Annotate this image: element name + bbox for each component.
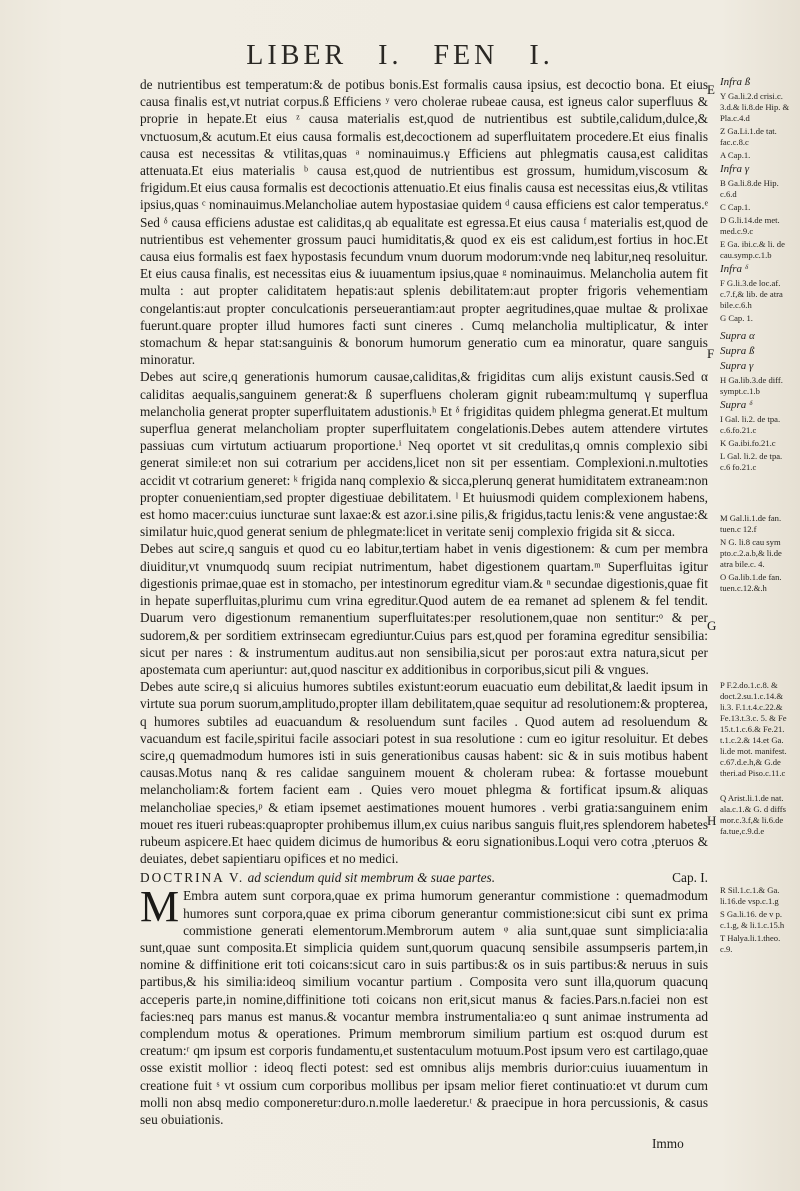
paragraph-3: Debes aut scire,q sanguis et quod cu eo labitur,tertiam habet in venis digestionem: & cum per membra diuiditur,vt vnumquodq suum recipiat nutrimentum, habet digestionem quartam.ᵐ Superfluitas igitur digestionis primae,quae est in stomacho, per intestinorum egreditur viam.& ⁿ secundae digestionis,quae fit in hepate superfluitas,plurimu cum vrina egreditur.Quod autem de ea remanet ad splenem & fel tendit. Duarum vero digestionum remanentium superfluitates:per resolutionem,quae non sentitur:ᵒ & per sudorem,& per sorditiem extrinsecam egrediuntur.Cuius pars est,quod per foramina egreditur sensibilia: sicut per nares : & instrumentum auditus.aut non sensibilia,sicut per poros:aut extra natura,sicut per apostemata cum aperiuntur: aut,quod nascitur ex additionibus in corporibus,sicut pili & vngues. <box>140 541 708 677</box>
margin-note: N G. li.8 cau sym pto.c.2.a.b,& li.de atra bile.c. 4. <box>720 537 782 569</box>
margin-note: F G.li.3.de loc.af. c.7.f,& lib. de atra bile.c.6.h <box>720 278 783 310</box>
margin-letter-e: E <box>707 82 715 97</box>
margin-note: D G.li.14.de met. med.c.9.c <box>720 215 780 236</box>
margin-note: Z Ga.Li.1.de tat. fac.c.8.c <box>720 126 777 147</box>
margin-note: G Cap. 1. <box>720 313 753 323</box>
catchword: Immo <box>652 1136 684 1151</box>
header-fen: FEN <box>433 40 499 71</box>
running-header <box>0 40 800 72</box>
doctrina-chapter: Cap. I. <box>672 870 708 886</box>
header-liber-number: I. <box>378 40 403 71</box>
margin-note: Supra ß <box>720 345 755 357</box>
margin-note: S Ga.li.16. de v p. c.1.g, & li.1.c.15.h <box>720 909 785 930</box>
margin-note: Q Arist.li.1.de nat. ala.c.1.& G. d diffs mor.c.3.f,& li.6.de fa.tue,c.9.d.e <box>720 793 786 836</box>
margin-notes <box>720 76 794 957</box>
margin-note: T Halya.li.1.theo. c.9. <box>720 933 781 954</box>
margin-note: H Ga.lib.3.de diff. sympt.c.1.b <box>720 375 783 396</box>
margin-note: P F.2.do.1.c.8. & doct.2.su.1.c.14.& li.3. F.1.t.4.c.22.& Fe.13.t.3.c. 5. & Fe 15.t.1.c.6.& Fe.21. t.1.c.2.& 14.et Ga. li.de mot. manifest. c.67.d.e.h,& G.de theri.ad Piso.c.11.c <box>720 680 787 778</box>
margin-note: K Ga.ibi.fo.21.c <box>720 438 776 448</box>
drop-capital: M <box>140 882 180 932</box>
header-fen-number: I. <box>529 40 554 71</box>
paragraph-5-text: Embra autem sunt corpora,quae ex prima humorum generantur commistione : quemadmodum humores sunt corpora,quae ex prima ciborum generantur commistione:sicut cibi sunt ex prima commistione generati elementorum.Membrorum autem ᵠ alia sunt,quae sunt simplicia:alia sunt,quae sunt composita.Et simplicia quidem sunt,quorum quacunq sensibile assumpseris partem,in nomine & diffinitione erit toti coicans:sicut caro in suis partibus:& os in suis partibus:& neruus in suis partibus,& his similia:ideoq similium vocantur partium . Composita vero sunt illa,quorum quacunq acceperis parte,in nomine,diffinitione toti coicans non erit,sicut manus & facies.Pars.n.faciei non est facies:neq pars manus est manus.& vocantur membra instrumentalia:eo q sunt animae instrumenta ad complendum motus & operationes. Primum membrorum similium partium est os:quod durum est creatum:ʳ qm ipsum est corporis fundamentu,et sustentaculum motuum.Post ipsum vero est cartilago,quae osse existit mollior : ideoq flecti potest: sed est omnibus alijs membris durior:cuius iuuamentum in creatione fuit ˢ vt ossium cum corporibus mollibus per ipsam melior fieret continuatio:et vt durum cum molli non absq medio componeretur:duro.n.molle laederetur.ᵗ & praecipue in hora percussionis, & casus seu obuiationis. <box>140 888 708 1127</box>
paragraph-5 <box>140 882 708 1128</box>
margin-note: B Ga.li.8.de Hip. c.6.d <box>720 178 779 199</box>
margin-note: Infra γ <box>720 163 750 175</box>
margin-note: Supra γ <box>720 360 754 372</box>
paragraph-1: de nutrientibus est temperatum:& de potibus bonis.Est formalis causa ipsius, est decoctio bona. Et eius causa finalis est,vt nutriat corpus.ß Efficiens ʸ vero cholerae rubeae causa, est igneus calor superfluus & proprie in hepate.Et eius ᶻ causa materialis est,quod de nutrientibus est subtile,calidum,dulce,& vnctuosum,& acutum.Et eius causa formalis est,decoctionem ad superfluitatem procedere.Et eius finalis causa est necessitas & vtilitas,quas ᵃ nominauimus.γ Efficiens aut phlegmatis causa,est caliditas attenuata.Et eius materialis ᵇ causa est,quod de nutrientibus est grossum, humidum,viscosum & frigidum.Et eius causa formalis est decoctionis attenuatio.Et eius finalis causa est necessitas eius,& vtilitas ipsius,quas ᶜ nominauimus.Melancholiae autem hypostasiae quidem ᵈ causa efficiens est calor temperatus.ᵉ Sed ᵟ causa efficiens adustae est caliditas,q ab equalitate est egressa.Et eius causa ᶠ materialis est,quod de nutrientibus est vehementer grossum pauci humiditatis,& quod ex eis est calidum,est fortius in hoc.Et causa eius formalis est faex hypostasis fecundum vnum duorum modorum:vnde neq labitur,neq resoluitur. Et eius causa finalis, est necessitas eius & iuuamentum ipsius,quae ᵍ nominauimus. Melancholia autem fit multa : aut propter caliditatem hepatis:aut splenis debilitatem:aut propter frigoris vehementiam congelantis:aut propter conculcationis perseuerantiam:aut propter aegritudines,quae multae & prolixae fuerunt.quare propter illud humores facti sunt cineres . Cumq melancholia multiplicatur, & inter stomachum & hepar stat:sanguinis & bonorum humorum generatio cum ea minoratur, quare sanguis minoratur. <box>140 77 708 368</box>
paragraph-2: Debes aut scire,q generationis humorum causae,caliditas,& frigiditas cum alijs existunt causis.Sed α caliditas aequalis,sanguinem generat:& ß superfluens choleram gignit rubeam:multumq γ superflua melancholia generat propter superfluitatem adustionis.ʰ Et ᵟ frigiditas quidem phlegma generat.Et multum superflua generat melancholiam propter superfluitatem congelationis.Debes autem attendere virtutes passiuas cum virtutum actiuarum proportione.ⁱ Neq oportet vt sit credulitas,q omnis complexio sibi generat simile:et non sui cotrarium per accidens,licet non sit per essentiam. Complexioni.n.multoties accidit vt cotrarium generet: ᵏ frigida nanq complexio & sicca,plerunq generat humiditatem extraneam:non propter conuenientiam,sed propter digestiuae debilitatem. ˡ Et huiusmodi quidem complexionem habens, est homo macer:cuius iuncturae sunt laxae:& est azor.i.sine pilis,& frigidus,tactu lenis:& vene angustae:& similatur huic,quod generat senium de phlegmate:licet in veritate senij complexio frigida sit & sicca. <box>140 369 708 540</box>
margin-note: O Ga.lib.1.de fan. tuen.c.12.&.h <box>720 572 782 593</box>
margin-note: M Gal.li.1.de fan. tuen.c 12.f <box>720 513 782 534</box>
margin-letter-h: H <box>707 813 717 828</box>
header-liber: LIBER <box>246 40 348 71</box>
paragraph-4: Debes aute scire,q si alicuius humores subtiles existunt:eorum euacuatio eum debilitat,& laedit ipsum in virtute sua porum suorum,amplitudo,propter illam debilitatem,quae sequitur ad resolutionem:& propterea, q humores subtiles ad euacuandum & resoluendum sunt faciles . Quod autem ad resoluendum & vacuandum est facile,spiritui facile associari potest in sua resolutione : cum eo igitur resoluitur. Et debes scire,q quemadmodum humores isti in suis generationibus causas habent: sic & in suis motibus habent causas.Motus nanq & res calidae sanguinem mouent & choleram rubea: & fortasse mouebunt melancholiam:& fortem facient eam . Quies vero mouet phlegma & fortificat ipsum.& aliquas melancholiae species,ᵖ & etiam ipsemet aestimationes mouent humores . verbi gratia:sanguinem enim mouet res itueri rubeas:quapropter prohibemus illum,ex cuius naribus sanguis fluit,res splendorem habetes rubeum aspicere.Et haec quidem dicimus de humoribus & eoru signationibus.Loqui vero cotra ,pteruos & deuiates, debet sapientiaru opifices et no medici. <box>140 679 708 867</box>
margin-letter-g: G <box>707 618 717 633</box>
margin-note: C Cap.1. <box>720 202 751 212</box>
margin-note: E Ga. ibi.c.& li. de cau.symp.c.1.b <box>720 239 785 260</box>
margin-letter-f: F <box>707 346 715 361</box>
doctrina-label: DOCTRINA V. <box>140 870 245 886</box>
margin-note: Y Ga.li.2.d crisi.c. 3.d.& li.8.de Hip. & Pla.c.4.d <box>720 91 790 123</box>
margin-note: I Gal. li.2. de tpa. c.6.fo.21.c <box>720 414 781 435</box>
margin-note: Infra ß <box>720 76 751 88</box>
margin-note: L Gal. li.2. de tpa. c.6 fo.21.c <box>720 451 783 472</box>
main-text-column <box>140 76 708 1128</box>
margin-note: Supra α <box>720 330 755 342</box>
margin-note: Infra ᵟ <box>720 263 748 275</box>
margin-note: Supra ᵟ <box>720 399 753 411</box>
margin-note: R Sil.1.c.1.& Ga. li.16.de vsp.c.1.g <box>720 885 780 906</box>
doctrina-heading <box>140 869 708 886</box>
doctrina-title: ad sciendum quid sit membrum & suae partes. <box>247 870 496 886</box>
margin-note: A Cap.1. <box>720 150 751 160</box>
